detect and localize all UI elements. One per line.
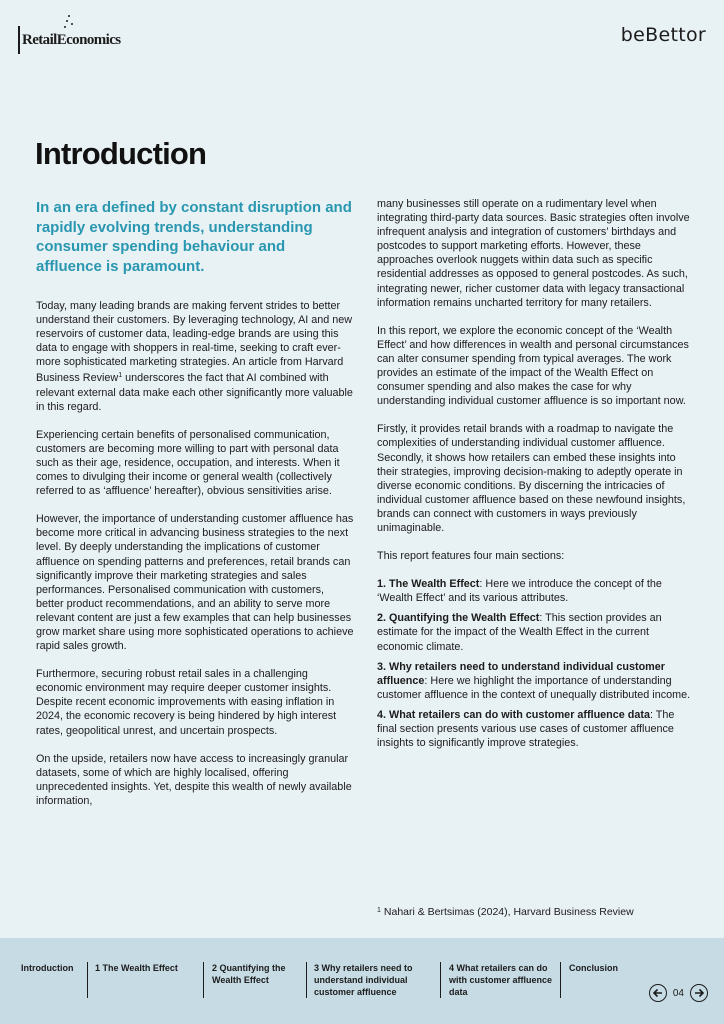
left-column [36, 196, 354, 822]
arrow-left-icon [652, 987, 664, 999]
nav-introduction[interactable]: Introduction [21, 963, 74, 973]
next-page-button[interactable] [690, 984, 708, 1002]
right-column [377, 197, 693, 756]
paragraph: Firstly, it provides retail brands with a roadmap to navigate the complexities of understanding individual customer affluence. Secondly, it shows how retailers can embed these insights into their strategies, improving decision-making to adeptly operate in diverse economic conditions. By discerning the intricacies of individual customer affluence based on these newfound insights, brands can connect with customers in ways previously unimaginable. [377, 423, 686, 534]
paragraph: This report features four main sections: [377, 550, 565, 563]
nav-divider [203, 962, 204, 998]
footnote-reference[interactable]: 1 [118, 372, 123, 380]
nav-divider [560, 962, 561, 998]
nav-divider [440, 962, 441, 998]
section-summary: 1. The Wealth Effect: Here we introduce the concept of the ‘Wealth Effect’ and its various attributes. [377, 578, 662, 605]
nav-conclusion[interactable]: Conclusion [569, 963, 618, 973]
nav-quantifying[interactable]: 2 Quantifying the Wealth Effect [212, 963, 286, 985]
prev-page-button[interactable] [649, 984, 667, 1002]
logo-bar [18, 26, 20, 54]
paragraph: However, the importance of understanding customer affluence has become more critical in advancing business strategies to the next level. By deeply understanding the implications of customer affluence on spending patterns and preferences, retail brands can significantly improve their marketing strategies and sales performances. Personalised communication with customers, better product recommendations, and an ability to serve more relevant content are just a few examples that can help businesses grow market share using more sophisticated operations to achieve rapid sales growth. [36, 513, 354, 653]
paragraph: Experiencing certain benefits of personalised communication, customers are becoming more willing to part with personal data such as their age, residence, occupation, and interests. When it comes to divulging their income or general wealth (collectively referred to as ‘affluence’ hereafter), obvious sensitivities arise. [36, 428, 340, 498]
paragraph: Furthermore, securing robust retail sales in a challenging economic environment may require deeper customer insights. Despite recent economic improvements with easing inflation in 2024, the economic recovery is being hindered by high interest rates, geopolitical unrest, and uncertain prospects. [36, 668, 337, 737]
nav-divider [306, 962, 307, 998]
paragraph: many businesses still operate on a rudimentary level when integrating third-party data sources. Basic strategies often involve infrequent analysis and integration of customers’ birthdays and postcodes to support marketing efforts. However, these approaches overlook nuggets within data such as specific residential addresses as opposed to general postcodes. As such, integrating newer, richer customer data with legacy transactional information remains uncharted territory for many retailers. [377, 198, 690, 309]
nav-why-retailers[interactable]: 3 Why retailers need to understand individual customer affluence [314, 963, 413, 997]
arrow-right-icon [693, 987, 705, 999]
nav-wealth-effect[interactable]: 1 The Wealth Effect [95, 963, 178, 973]
paragraph: In this report, we explore the economic concept of the ‘Wealth Effect’ and how differences in wealth and personal circumstances can alter consumer spending from typical averages. The work provides an estimate of the impact of the Wealth Effect on consumer spending and also makes the case for why understanding individual customer affluence is so important now. [377, 324, 689, 408]
lead-paragraph: In an era defined by constant disruption and rapidly evolving trends, understanding consumer spending behaviour and affluence is paramount. [36, 199, 352, 275]
page-title: Introduction [35, 136, 207, 171]
section-summary: 4. What retailers can do with customer affluence data: The final section presents various use cases of customer affluence insights to significantly improve strategies. [377, 708, 675, 750]
paragraph: Today, many leading brands are making fervent strides to better understand their customers. By leveraging technology, AI and new reservoirs of customer data, leading-edge brands are using this data to engage with shoppers in real-time, seeking to craft ever-more sophisticated marketing strategies. An article from Harvard Business Review$^1$ underscores the fact that AI combined with relevant external data make each other significantly more valuable in this regard. [36, 300, 353, 413]
retail-economics-logo [14, 12, 134, 54]
section-summary: 3. Why retailers need to understand individual customer affluence: Here we highlight the importance of understanding customer affluence in the context of unequally distributed income. [377, 660, 691, 701]
pager [649, 984, 708, 1002]
bebettor-logo: beBettor [620, 24, 706, 46]
logo-dots-icon [64, 12, 84, 30]
page-number: 04 [672, 987, 684, 999]
section-summary: 2. Quantifying the Wealth Effect: This section provides an estimate for the impact of the Wealth Effect in the current economic climate. [377, 612, 662, 653]
nav-what-retailers-can-do[interactable]: 4 What retailers can do with customer affluence data [449, 963, 553, 997]
nav-divider [87, 962, 88, 998]
footnote: $^1$ Nahari & Bertsimas (2024), Harvard Business Review [377, 906, 634, 918]
paragraph: On the upside, retailers now have access to increasingly granular datasets, some of which are highly localised, offering unprecedented insights. Yet, despite this wealth of newly available information, [36, 752, 352, 807]
retail-economics-logo-text: RetailEconomics [22, 32, 121, 48]
footer-nav [0, 938, 724, 1024]
